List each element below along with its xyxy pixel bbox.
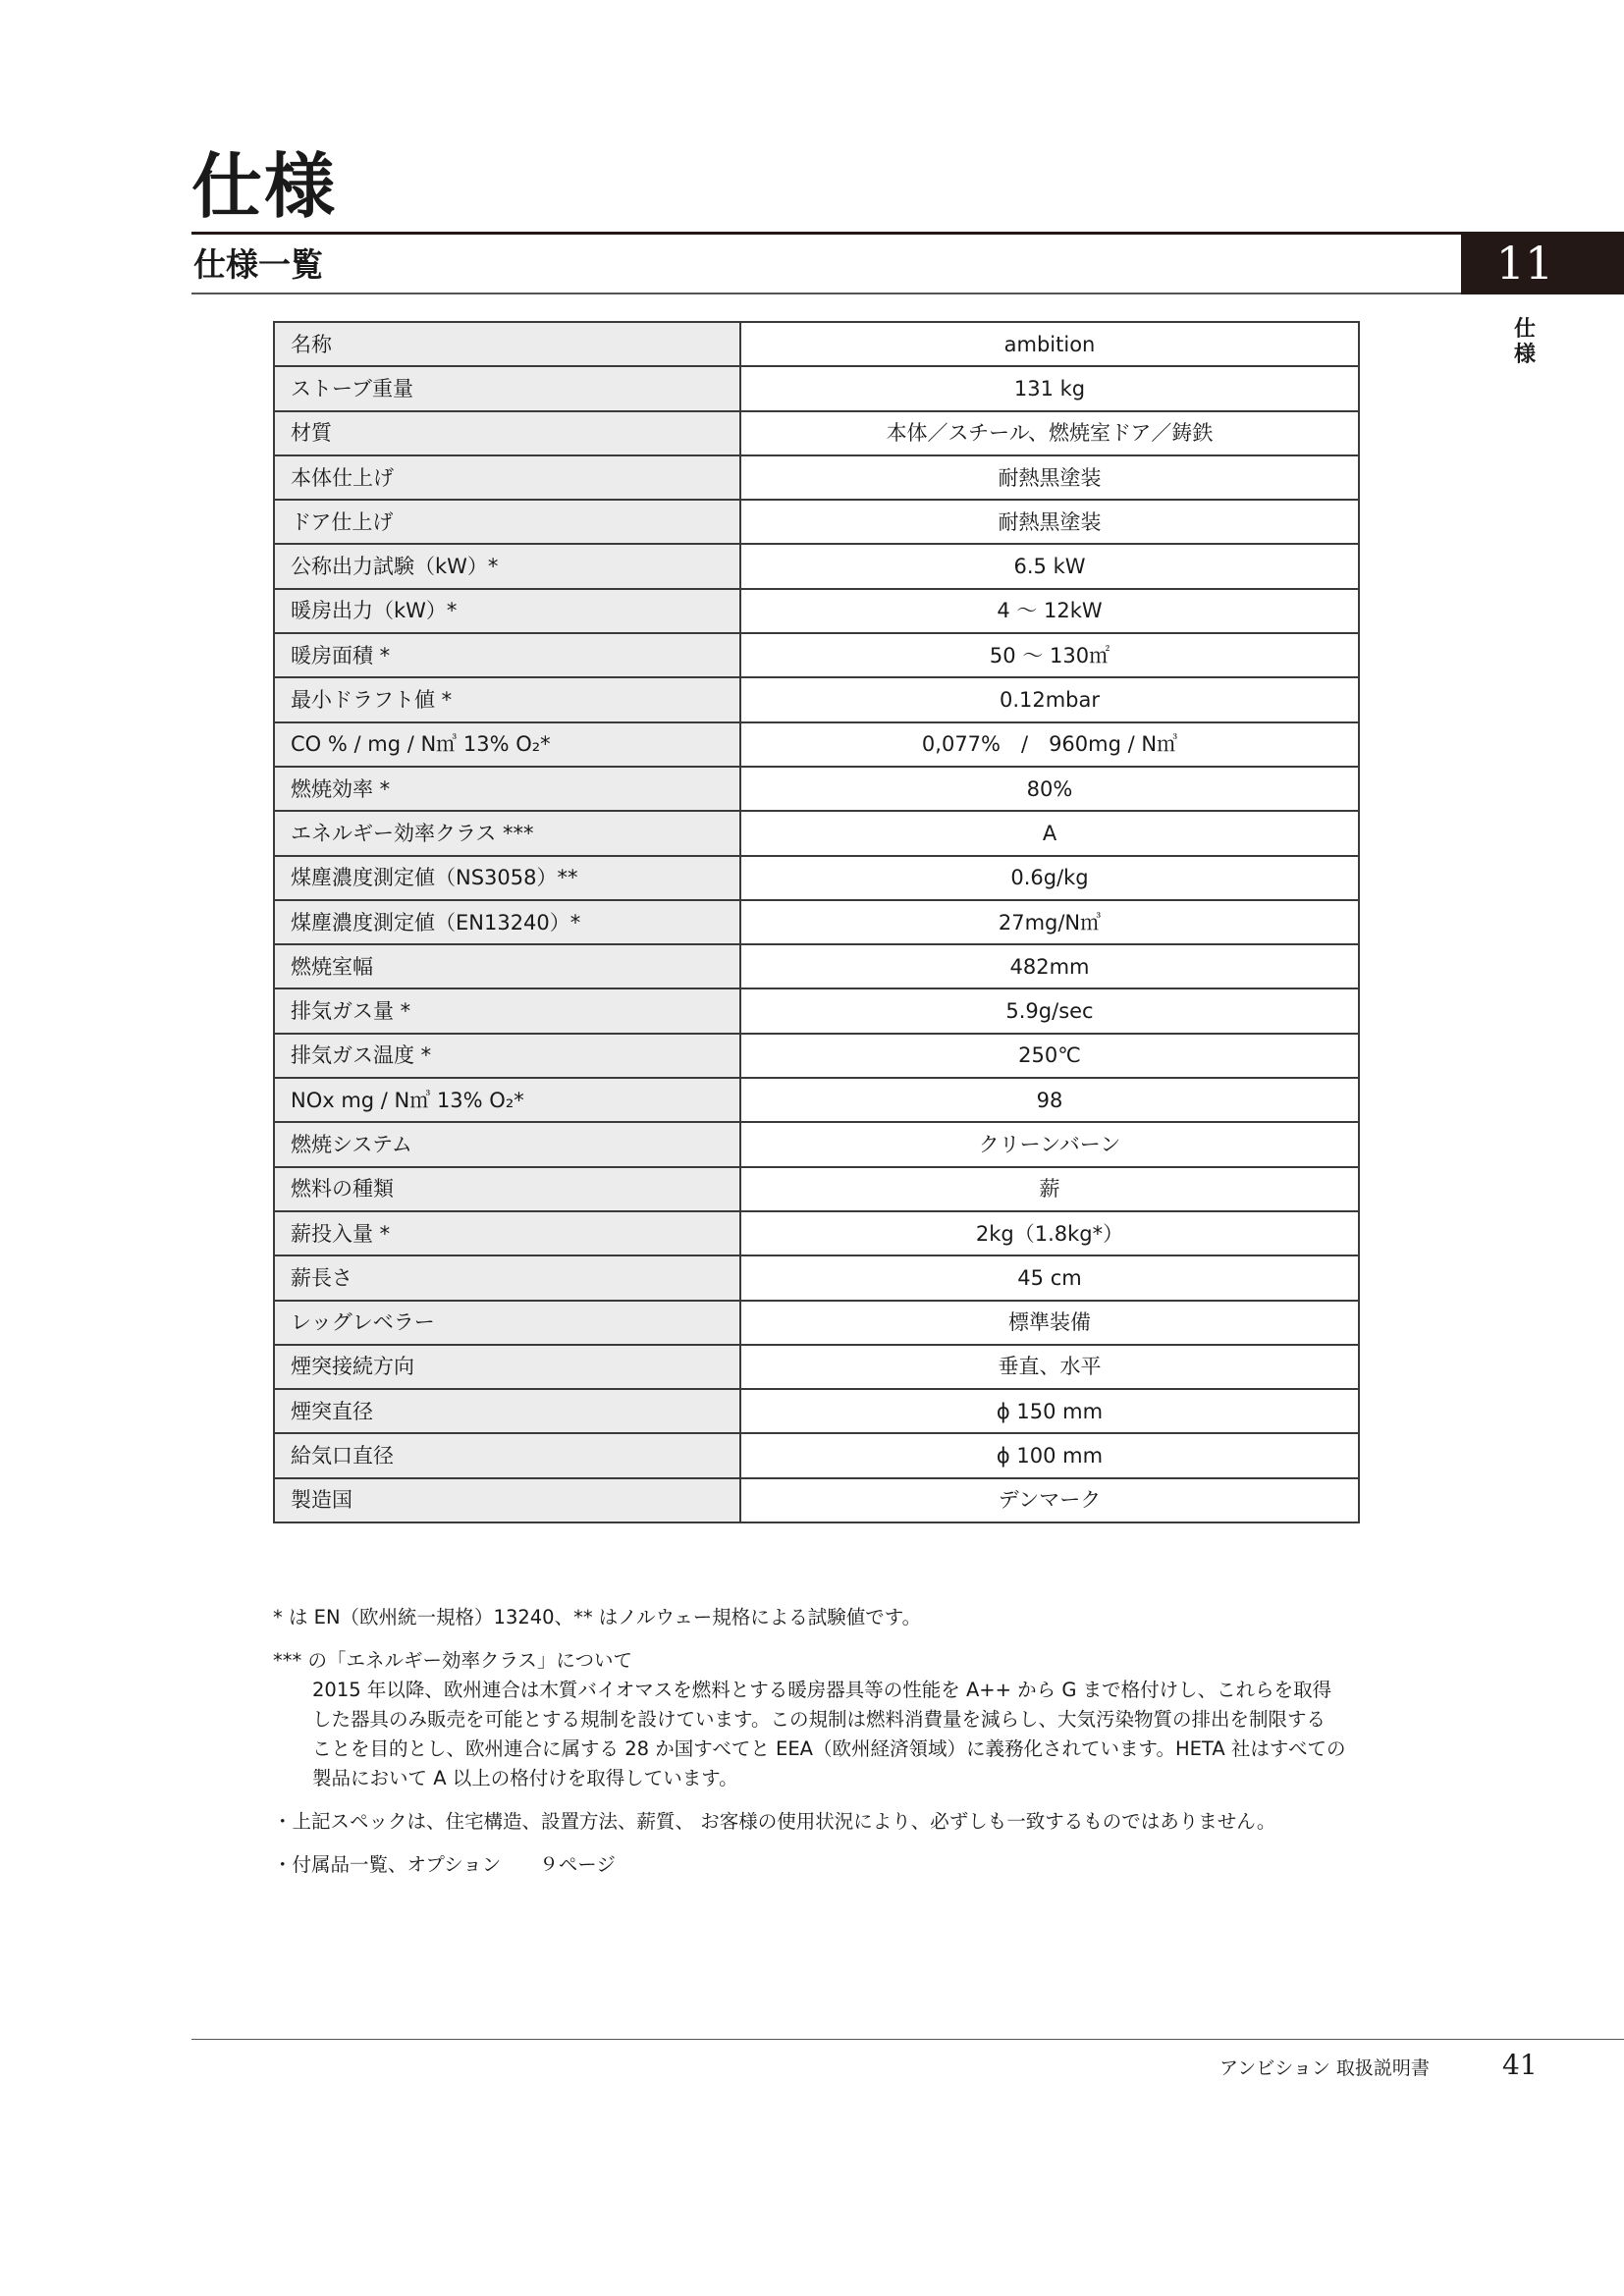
spec-label: 薪投入量 * [274,1211,740,1255]
spec-label: 暖房面積 * [274,633,740,677]
spec-label: エネルギー効率クラス *** [274,811,740,855]
spec-row [274,1122,1359,1166]
header-rule [191,232,1624,235]
note-energy-class-heading: *** の「エネルギー効率クラス」について [273,1649,632,1672]
spec-value: 131 kg [740,366,1359,410]
spec-label: 煙突直径 [274,1389,740,1433]
spec-label: 燃焼室幅 [274,944,740,988]
spec-value: 耐熱黒塗装 [740,500,1359,544]
spec-label: CO % / mg / N㎥ 13% O₂* [274,722,740,767]
spec-row [274,811,1359,855]
spec-row [274,633,1359,677]
spec-row [274,411,1359,455]
spec-label: 排気ガス温度 * [274,1034,740,1078]
spec-value: ambition [740,322,1359,366]
spec-value: 5.9g/sec [740,988,1359,1033]
spec-value: 250℃ [740,1034,1359,1078]
spec-table [273,321,1360,1523]
spec-value: 45 cm [740,1255,1359,1300]
note-energy-class-line: 2015 年以降、欧州連合は木質バイオマスを燃料とする暖房器具等の性能を A++ から G まで格付けし、これらを取得 [312,1679,1332,1701]
footer-rule [191,2039,1624,2040]
note-energy-class-line: 製品において A 以上の格付けを取得しています。 [312,1767,738,1789]
spec-row [274,1211,1359,1255]
spec-row [274,455,1359,500]
spec-value: 482mm [740,944,1359,988]
spec-label: 最小ドラフト値 * [274,677,740,721]
spec-label: 薪長さ [274,1255,740,1300]
spec-value: 6.5 kW [740,544,1359,588]
spec-row [274,1034,1359,1078]
spec-value: 薪 [740,1167,1359,1211]
spec-row [274,900,1359,944]
spec-value: 27mg/N㎥ [740,900,1359,944]
spec-row [274,366,1359,410]
spec-label: 公称出力試験（kW）* [274,544,740,588]
chapter-badge [1461,233,1624,294]
spec-value: 50 ～ 130㎡ [740,633,1359,677]
spec-row [274,1478,1359,1522]
spec-value: 垂直、水平 [740,1345,1359,1389]
note-test-standards: * は EN（欧州統一規格）13240、** はノルウェー規格による試験値です。 [273,1606,922,1629]
spec-value: 標準装備 [740,1301,1359,1345]
spec-value: 本体／スチール、燃焼室ドア／鋳鉄 [740,411,1359,455]
spec-row [274,1389,1359,1433]
spec-row [274,856,1359,900]
section-rule [191,293,1624,294]
section-title: 仕様一覧 [193,245,323,284]
spec-row [274,1433,1359,1477]
spec-label: 煙突接続方向 [274,1345,740,1389]
spec-value: 0.12mbar [740,677,1359,721]
spec-row [274,322,1359,366]
spec-value: デンマーク [740,1478,1359,1522]
spec-value: 98 [740,1078,1359,1122]
chapter-number: 11 [1495,237,1554,290]
spec-row [274,944,1359,988]
spec-label: 煤塵濃度測定値（EN13240）* [274,900,740,944]
spec-label: レッグレベラー [274,1301,740,1345]
spec-label: 材質 [274,411,740,455]
spec-value: 0,077% / 960mg / N㎥ [740,722,1359,767]
spec-row [274,1301,1359,1345]
spec-value: 80% [740,767,1359,811]
spec-label: 燃焼効率 * [274,767,740,811]
spec-row [274,1255,1359,1300]
notes-section [273,1603,1363,1880]
spec-label: ドア仕上げ [274,500,740,544]
spec-row [274,1345,1359,1389]
spec-row [274,589,1359,633]
spec-value: A [740,811,1359,855]
spec-label: 名称 [274,322,740,366]
spec-row [274,722,1359,767]
note-energy-class-line: した器具のみ販売を可能とする規制を設けています。この規制は燃料消費量を減らし、大気汚染物質の排出を制限する [312,1708,1326,1731]
spec-label: 本体仕上げ [274,455,740,500]
spec-value: 4 ～ 12kW [740,589,1359,633]
spec-row [274,677,1359,721]
side-chapter-label: 仕様 [1513,316,1536,367]
spec-label: 煤塵濃度測定値（NS3058）** [274,856,740,900]
spec-value: ϕ 150 mm [740,1389,1359,1433]
footer-doc-title: アンビション 取扱説明書 [1219,2057,1430,2079]
spec-label: ストーブ重量 [274,366,740,410]
page-number: 41 [1502,2049,1538,2081]
spec-row [274,500,1359,544]
spec-row [274,988,1359,1033]
spec-value: ϕ 100 mm [740,1433,1359,1477]
spec-row [274,544,1359,588]
page-title: 仕様 [191,144,338,228]
note-disclaimer: ・上記スペックは、住宅構造、設置方法、薪質、 お客様の使用状況により、必ずしも一致するものではありません。 [273,1810,1276,1833]
spec-value: 2kg（1.8kg*） [740,1211,1359,1255]
note-energy-class-line: ことを目的とし、欧州連合に属する 28 か国すべてと EEA（欧州経済領域）に義務化されています。HETA 社はすべての [312,1737,1346,1760]
spec-value: 0.6g/kg [740,856,1359,900]
spec-label: 給気口直径 [274,1433,740,1477]
spec-label: 製造国 [274,1478,740,1522]
spec-row [274,1078,1359,1122]
spec-label: 暖房出力（kW）* [274,589,740,633]
spec-label: 排気ガス量 * [274,988,740,1033]
note-accessories-ref: ・付属品一覧、オプション ９ページ [273,1853,616,1876]
spec-row [274,1167,1359,1211]
spec-label: 燃焼システム [274,1122,740,1166]
spec-label: 燃料の種類 [274,1167,740,1211]
spec-row [274,767,1359,811]
spec-label: NOx mg / N㎥ 13% O₂* [274,1078,740,1122]
spec-table-body [274,322,1359,1522]
spec-value: 耐熱黒塗装 [740,455,1359,500]
spec-value: クリーンバーン [740,1122,1359,1166]
